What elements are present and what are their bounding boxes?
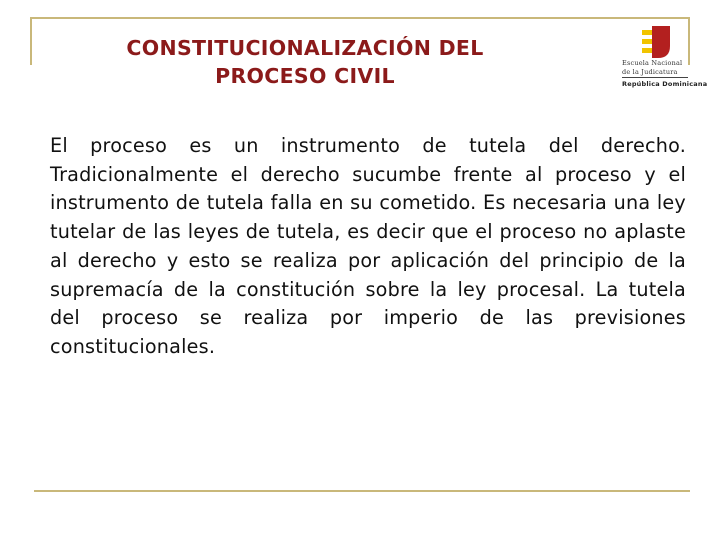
logo-text-line-3: República Dominicana (622, 80, 708, 88)
title-line-1: CONSTITUCIONALIZACIÓN DEL (126, 36, 484, 60)
logo-text-line-1: Escuela Nacional (622, 59, 683, 67)
title-line-2: PROCESO CIVIL (215, 64, 395, 88)
bottom-frame-line (34, 490, 690, 492)
slide-title (80, 34, 530, 90)
left-frame-line (30, 17, 32, 65)
escuela-judicatura-emblem-icon (642, 26, 674, 58)
slide-body-paragraph: El proceso es un instrumento de tutela del derecho. Tradicionalmente el derecho sucumbe frente al proceso y el instrumento de tutela falla en su cometido. Es necesaria una ley tutelar de las leyes de tutela, es decir que el proceso no aplaste al derecho y esto se realiza por aplicación del principio de la supremacía de la constitución sobre la ley procesal. La tutela del proceso se realiza por imperio de las previsiones constitucionales. (50, 134, 686, 358)
logo-divider (622, 77, 688, 78)
institution-logo (622, 24, 708, 96)
top-frame-line (30, 17, 690, 19)
logo-text-line-2: de la Judicatura (622, 68, 678, 76)
